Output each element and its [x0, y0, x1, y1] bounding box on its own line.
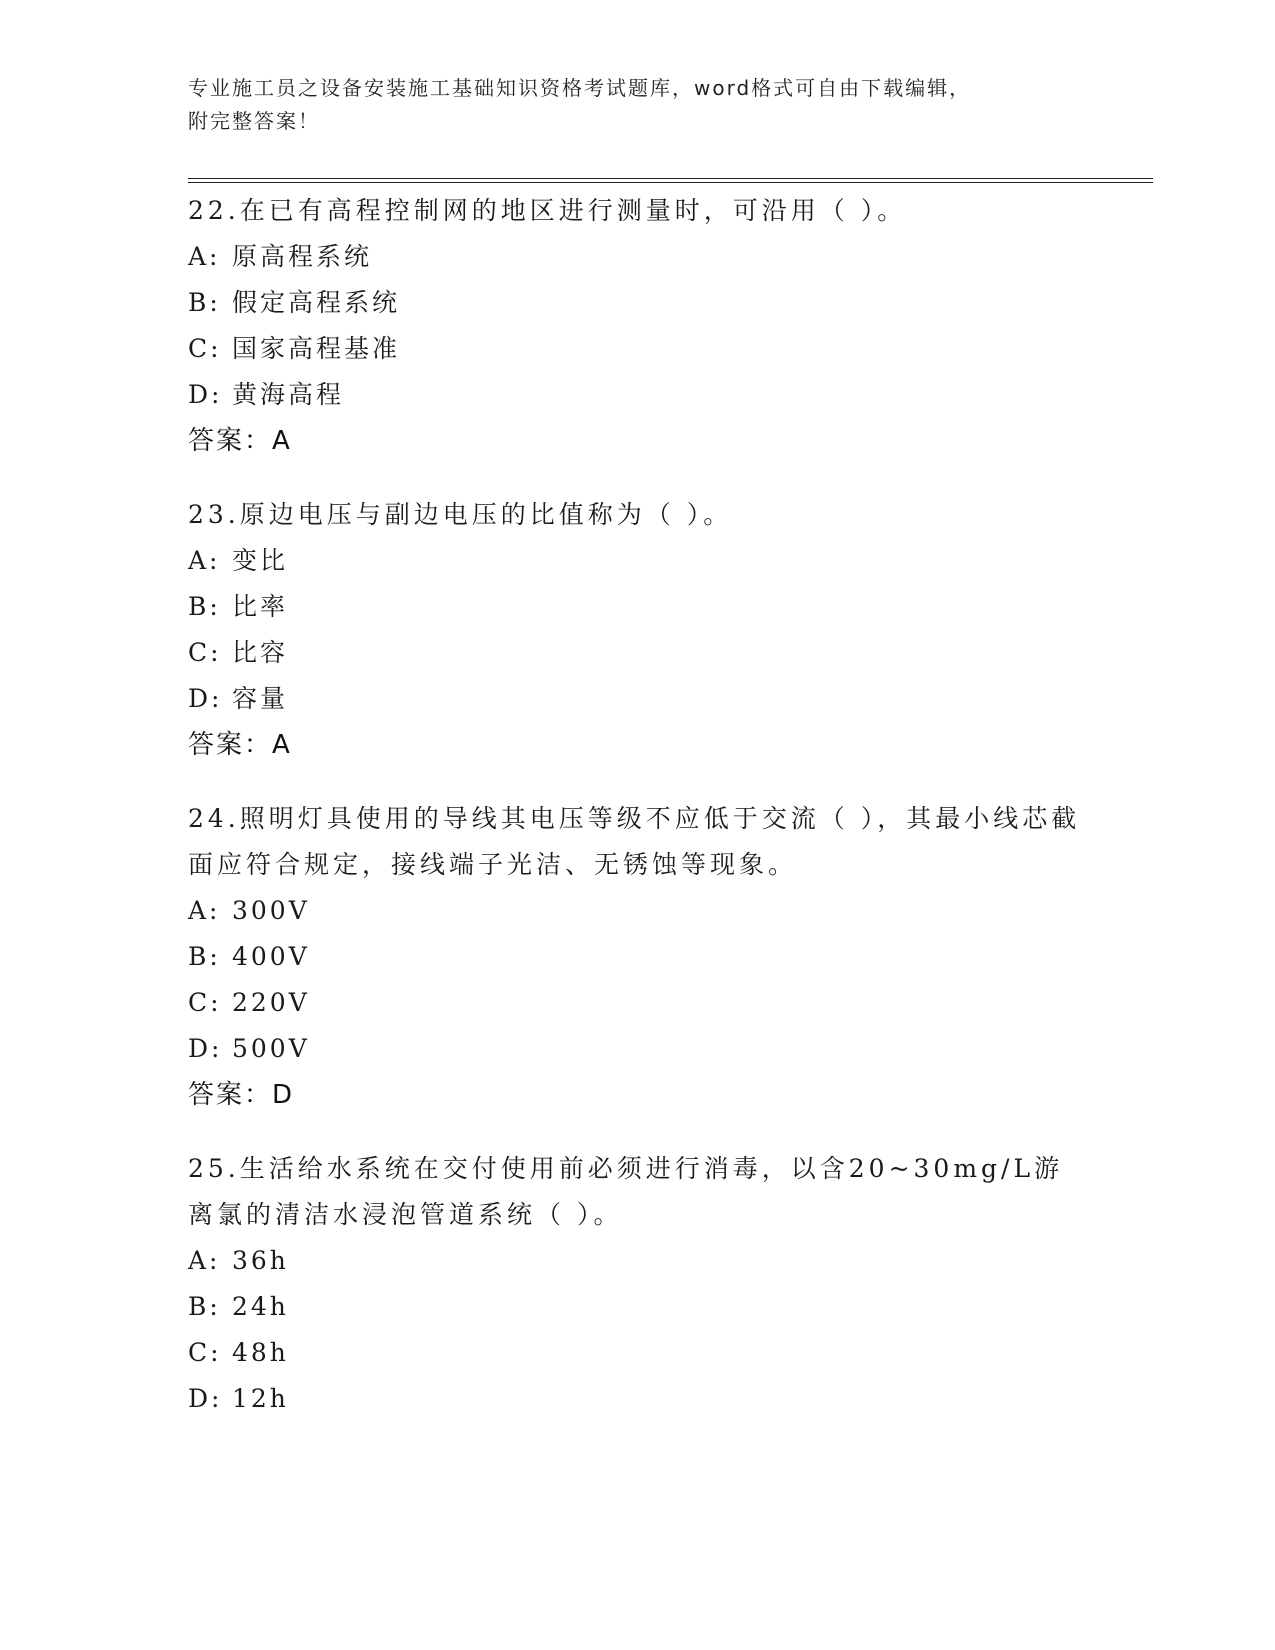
option-text: 比率 [232, 592, 289, 621]
header-divider-top [188, 178, 1153, 179]
question-24 [188, 796, 1088, 1118]
header-divider-bottom [188, 182, 1153, 183]
option-label: C: [188, 988, 222, 1017]
answer-line: 答案：A [188, 426, 292, 456]
option-d [188, 372, 1088, 418]
option-label: B: [188, 1292, 221, 1321]
option-d [188, 676, 1088, 722]
option-text: 24h [232, 1292, 289, 1321]
option-b [188, 280, 1088, 326]
option-text: 比容 [232, 638, 289, 667]
option-a [188, 888, 1088, 934]
question-23 [188, 492, 1088, 768]
answer-line: 答案：A [188, 730, 292, 760]
option-c [188, 630, 1088, 676]
option-b [188, 934, 1088, 980]
option-text: 12h [232, 1384, 289, 1413]
option-label: A: [188, 242, 221, 271]
option-label: A: [188, 1246, 221, 1275]
option-a [188, 234, 1088, 280]
option-label: B: [188, 592, 221, 621]
option-label: D: [188, 1384, 223, 1413]
document-header [188, 72, 1068, 138]
question-22 [188, 188, 1088, 464]
option-text: 黄海高程 [232, 380, 345, 409]
option-text: 容量 [232, 684, 289, 713]
option-label: C: [188, 638, 222, 667]
option-b [188, 584, 1088, 630]
option-label: C: [188, 334, 222, 363]
option-text: 国家高程基准 [232, 334, 401, 363]
option-label: D: [188, 684, 223, 713]
option-text: 原高程系统 [232, 242, 373, 271]
option-a [188, 1238, 1088, 1284]
option-text: 300V [232, 896, 310, 925]
option-text: 变比 [232, 546, 289, 575]
question-stem: 25.生活给水系统在交付使用前必须进行消毒，以含20~30mg/L游离氯的清洁水浸泡管道系统（ ）。 [188, 1154, 1064, 1229]
option-text: 500V [232, 1034, 310, 1063]
option-text: 假定高程系统 [232, 288, 401, 317]
option-a [188, 538, 1088, 584]
option-d [188, 1376, 1088, 1422]
option-label: B: [188, 288, 221, 317]
option-text: 220V [232, 988, 310, 1017]
question-stem: 23.原边电压与副边电压的比值称为（ ）。 [188, 500, 733, 529]
option-text: 48h [232, 1338, 289, 1367]
option-b [188, 1284, 1088, 1330]
option-label: B: [188, 942, 221, 971]
question-list [188, 188, 1088, 1450]
question-25 [188, 1146, 1088, 1422]
option-label: C: [188, 1338, 222, 1367]
option-text: 36h [232, 1246, 289, 1275]
option-c [188, 1330, 1088, 1376]
option-label: D: [188, 1034, 223, 1063]
question-stem: 22.在已有高程控制网的地区进行测量时，可沿用（ ）。 [188, 196, 907, 225]
option-text: 400V [232, 942, 310, 971]
header-line-1: 专业施工员之设备安装施工基础知识资格考试题库，word格式可自由下载编辑， [188, 76, 972, 100]
header-line-2: 附完整答案！ [188, 109, 320, 133]
option-d [188, 1026, 1088, 1072]
option-label: A: [188, 546, 221, 575]
option-label: D: [188, 380, 223, 409]
option-c [188, 326, 1088, 372]
option-label: A: [188, 896, 221, 925]
question-stem: 24.照明灯具使用的导线其电压等级不应低于交流（ ），其最小线芯截面应符合规定，接线端子光洁、无锈蚀等现象。 [188, 804, 1081, 879]
option-c [188, 980, 1088, 1026]
answer-line: 答案：D [188, 1080, 295, 1110]
